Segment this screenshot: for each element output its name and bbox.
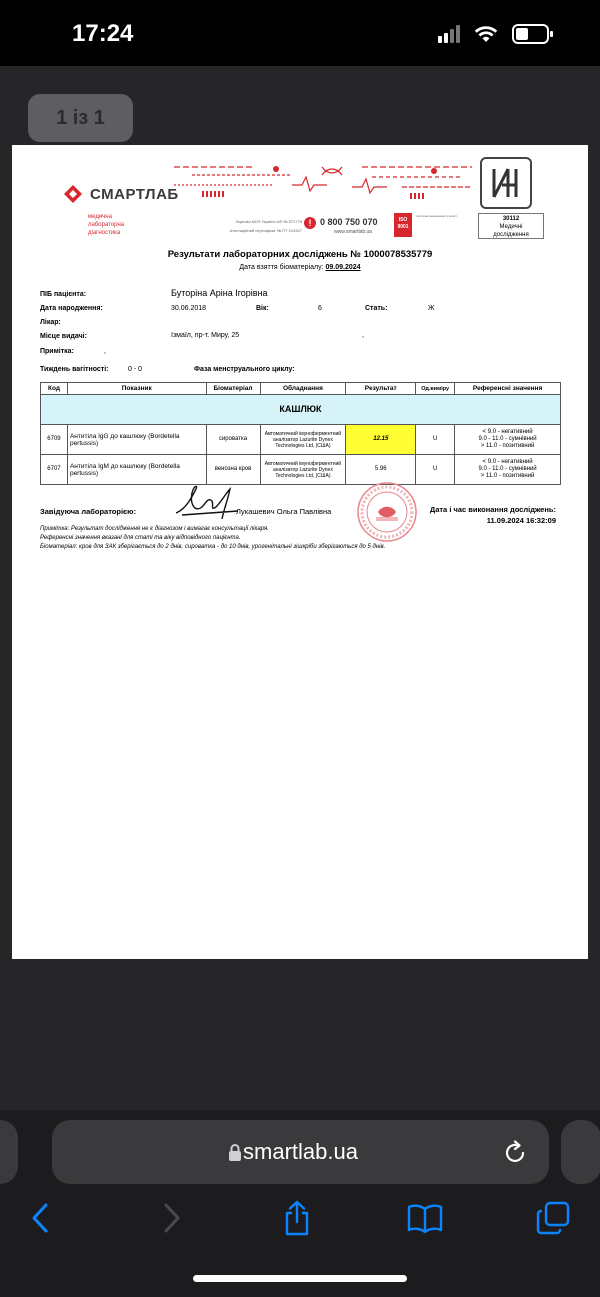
test-equipment: Автоматичний імуноферментний аналізатор Lazurite Dynex Technologies Ltd, (США) xyxy=(260,425,346,455)
cycle-label: Фаза менструального циклу: xyxy=(194,366,295,373)
place-value: Ізмаїл, пр-т. Миру, 25 xyxy=(171,332,240,339)
partner-box: 30112 Медичні дослідження xyxy=(478,213,544,239)
group-row xyxy=(41,395,561,425)
pregnancy-value: 0 - 0 xyxy=(128,366,143,373)
sex-label: Стать: xyxy=(365,305,388,312)
place-label: Місце видачі: xyxy=(40,333,87,340)
smartlab-logo-icon xyxy=(62,183,84,205)
test-code: 6709 xyxy=(41,425,68,455)
partner-logo-icon xyxy=(486,163,526,203)
back-icon xyxy=(30,1202,50,1234)
head-of-lab-name: Лукашевич Ольга Павлівна xyxy=(236,507,332,516)
tabs-button[interactable] xyxy=(531,1196,575,1240)
test-result: 5.96 xyxy=(346,455,416,485)
header-decoration xyxy=(172,161,477,201)
forward-icon xyxy=(162,1202,182,1234)
test-material: венозна кров xyxy=(206,455,260,485)
signature-image xyxy=(172,483,242,521)
note-line: Примітка: Результат дослідження не є діагнозом і вимагає консультації лікаря. xyxy=(40,526,269,532)
brand-logo xyxy=(62,183,179,205)
share-button[interactable] xyxy=(275,1196,319,1240)
lock-icon xyxy=(228,1143,242,1161)
completion-label: Дата і час виконання досліджень: xyxy=(429,505,556,514)
previous-tab-peek[interactable] xyxy=(0,1120,18,1184)
cellular-signal-icon xyxy=(438,25,460,43)
status-bar xyxy=(0,0,600,66)
age-label: Вік: xyxy=(256,305,269,312)
note-value: , xyxy=(104,348,106,355)
test-reference: < 9.0 - негативний 9.0 - 11.0 - сумнівний > 11.0 - позитивний xyxy=(455,425,561,455)
forward-button[interactable] xyxy=(150,1196,194,1240)
results-table xyxy=(40,382,561,485)
column-header: Біоматеріал xyxy=(206,383,260,395)
sample-date: 09.09.2024 xyxy=(325,264,361,271)
browser-bottom-bar xyxy=(0,1110,600,1297)
column-header: Результат xyxy=(346,383,416,395)
partner-logo xyxy=(480,157,532,209)
group-title: КАШЛЮК xyxy=(41,395,561,425)
share-icon xyxy=(282,1200,312,1236)
brand-name: СМАРТЛАБ xyxy=(90,185,179,203)
next-tab-peek[interactable] xyxy=(561,1120,600,1184)
place-extra: , xyxy=(362,332,364,339)
test-unit: U xyxy=(416,455,455,485)
sex-value: Ж xyxy=(428,305,435,312)
dob-label: Дата народження: xyxy=(40,305,103,312)
column-header: Референсні значення xyxy=(455,383,561,395)
reload-icon[interactable] xyxy=(503,1139,529,1165)
note-label: Примітка: xyxy=(40,348,74,355)
bookmarks-button[interactable] xyxy=(403,1196,447,1240)
address-url: smartlab.ua xyxy=(243,1139,358,1164)
pregnancy-label: Тиждень вагітності: xyxy=(40,366,109,373)
page-indicator: 1 із 1 xyxy=(28,94,133,142)
column-header: Показник xyxy=(67,383,206,395)
home-indicator[interactable] xyxy=(193,1275,407,1282)
test-name: Антитіла IgM до кашлюку (Bordetella pertussis) xyxy=(67,455,206,485)
tabs-icon xyxy=(536,1201,570,1235)
iso-badge: ISO 9001 xyxy=(394,213,412,237)
test-material: сироватка xyxy=(206,425,260,455)
bookmarks-icon xyxy=(407,1203,443,1233)
report-title: Результати лабораторних досліджень № 1000078535779 xyxy=(167,249,433,260)
address-bar[interactable] xyxy=(52,1120,549,1184)
note-line: Біоматеріал: кров для ЗАК зберігається до 2 днів, сироватка - до 10 днів, урогенітальні зішкріби зберігаються до 5 днів. xyxy=(40,544,386,550)
brand-tagline: медична лабораторна діагностика xyxy=(88,214,125,236)
brand-website: www.smartlab.ua xyxy=(334,229,373,235)
lab-report-page xyxy=(12,145,588,959)
age-value: 6 xyxy=(318,305,322,312)
table-header-row xyxy=(41,383,561,395)
test-equipment: Автоматичний імуноферментний аналізатор Lazurite Dynex Technologies Ltd, (США) xyxy=(260,455,346,485)
test-code: 6707 xyxy=(41,455,68,485)
completion-datetime: 11.09.2024 16:32:09 xyxy=(486,516,556,525)
back-button[interactable] xyxy=(18,1196,62,1240)
status-time: 17:24 xyxy=(72,20,134,47)
iso-text: Система менеджменту якості xyxy=(416,214,457,218)
battery-icon xyxy=(512,24,554,44)
test-result-highlighted: 12.15 xyxy=(346,425,416,455)
hotline-icon: ! xyxy=(304,217,316,229)
accreditation-text: Ліцензія МОЗ України АЕ № 571778 Атестаційний сертифікат № ПТ 014327 xyxy=(229,219,302,233)
patient-name-label: ПІБ пацієнта: xyxy=(40,291,87,298)
table-row xyxy=(41,455,561,485)
patient-name: Буторіна Аріна Ігорівна xyxy=(171,288,268,298)
test-unit: U xyxy=(416,425,455,455)
doctor-label: Лікар: xyxy=(40,319,61,326)
test-name: Антитіла IgG до кашлюку (Bordetella pertussis) xyxy=(67,425,206,455)
sample-date-line: Дата взяття біоматеріалу: 09.09.2024 xyxy=(239,264,361,271)
column-header: Обладнання xyxy=(260,383,346,395)
status-icons xyxy=(438,24,554,44)
table-row xyxy=(41,425,561,455)
test-reference: < 9.0 - негативний 9.0 - 11.0 - сумнівний > 11.0 - позитивний xyxy=(455,455,561,485)
wifi-icon xyxy=(474,25,498,43)
hotline-phone: 0 800 750 070 xyxy=(320,217,378,227)
dob-value: 30.06.2018 xyxy=(171,305,207,312)
note-line: Референсні значення вказані для статі та віку відповідного пацієнта. xyxy=(40,535,241,541)
report-notes xyxy=(40,525,385,552)
column-header: Код xyxy=(41,383,68,395)
column-header: Од.виміру xyxy=(416,383,455,395)
head-of-lab-label: Завідуюча лабораторією: xyxy=(40,507,137,516)
